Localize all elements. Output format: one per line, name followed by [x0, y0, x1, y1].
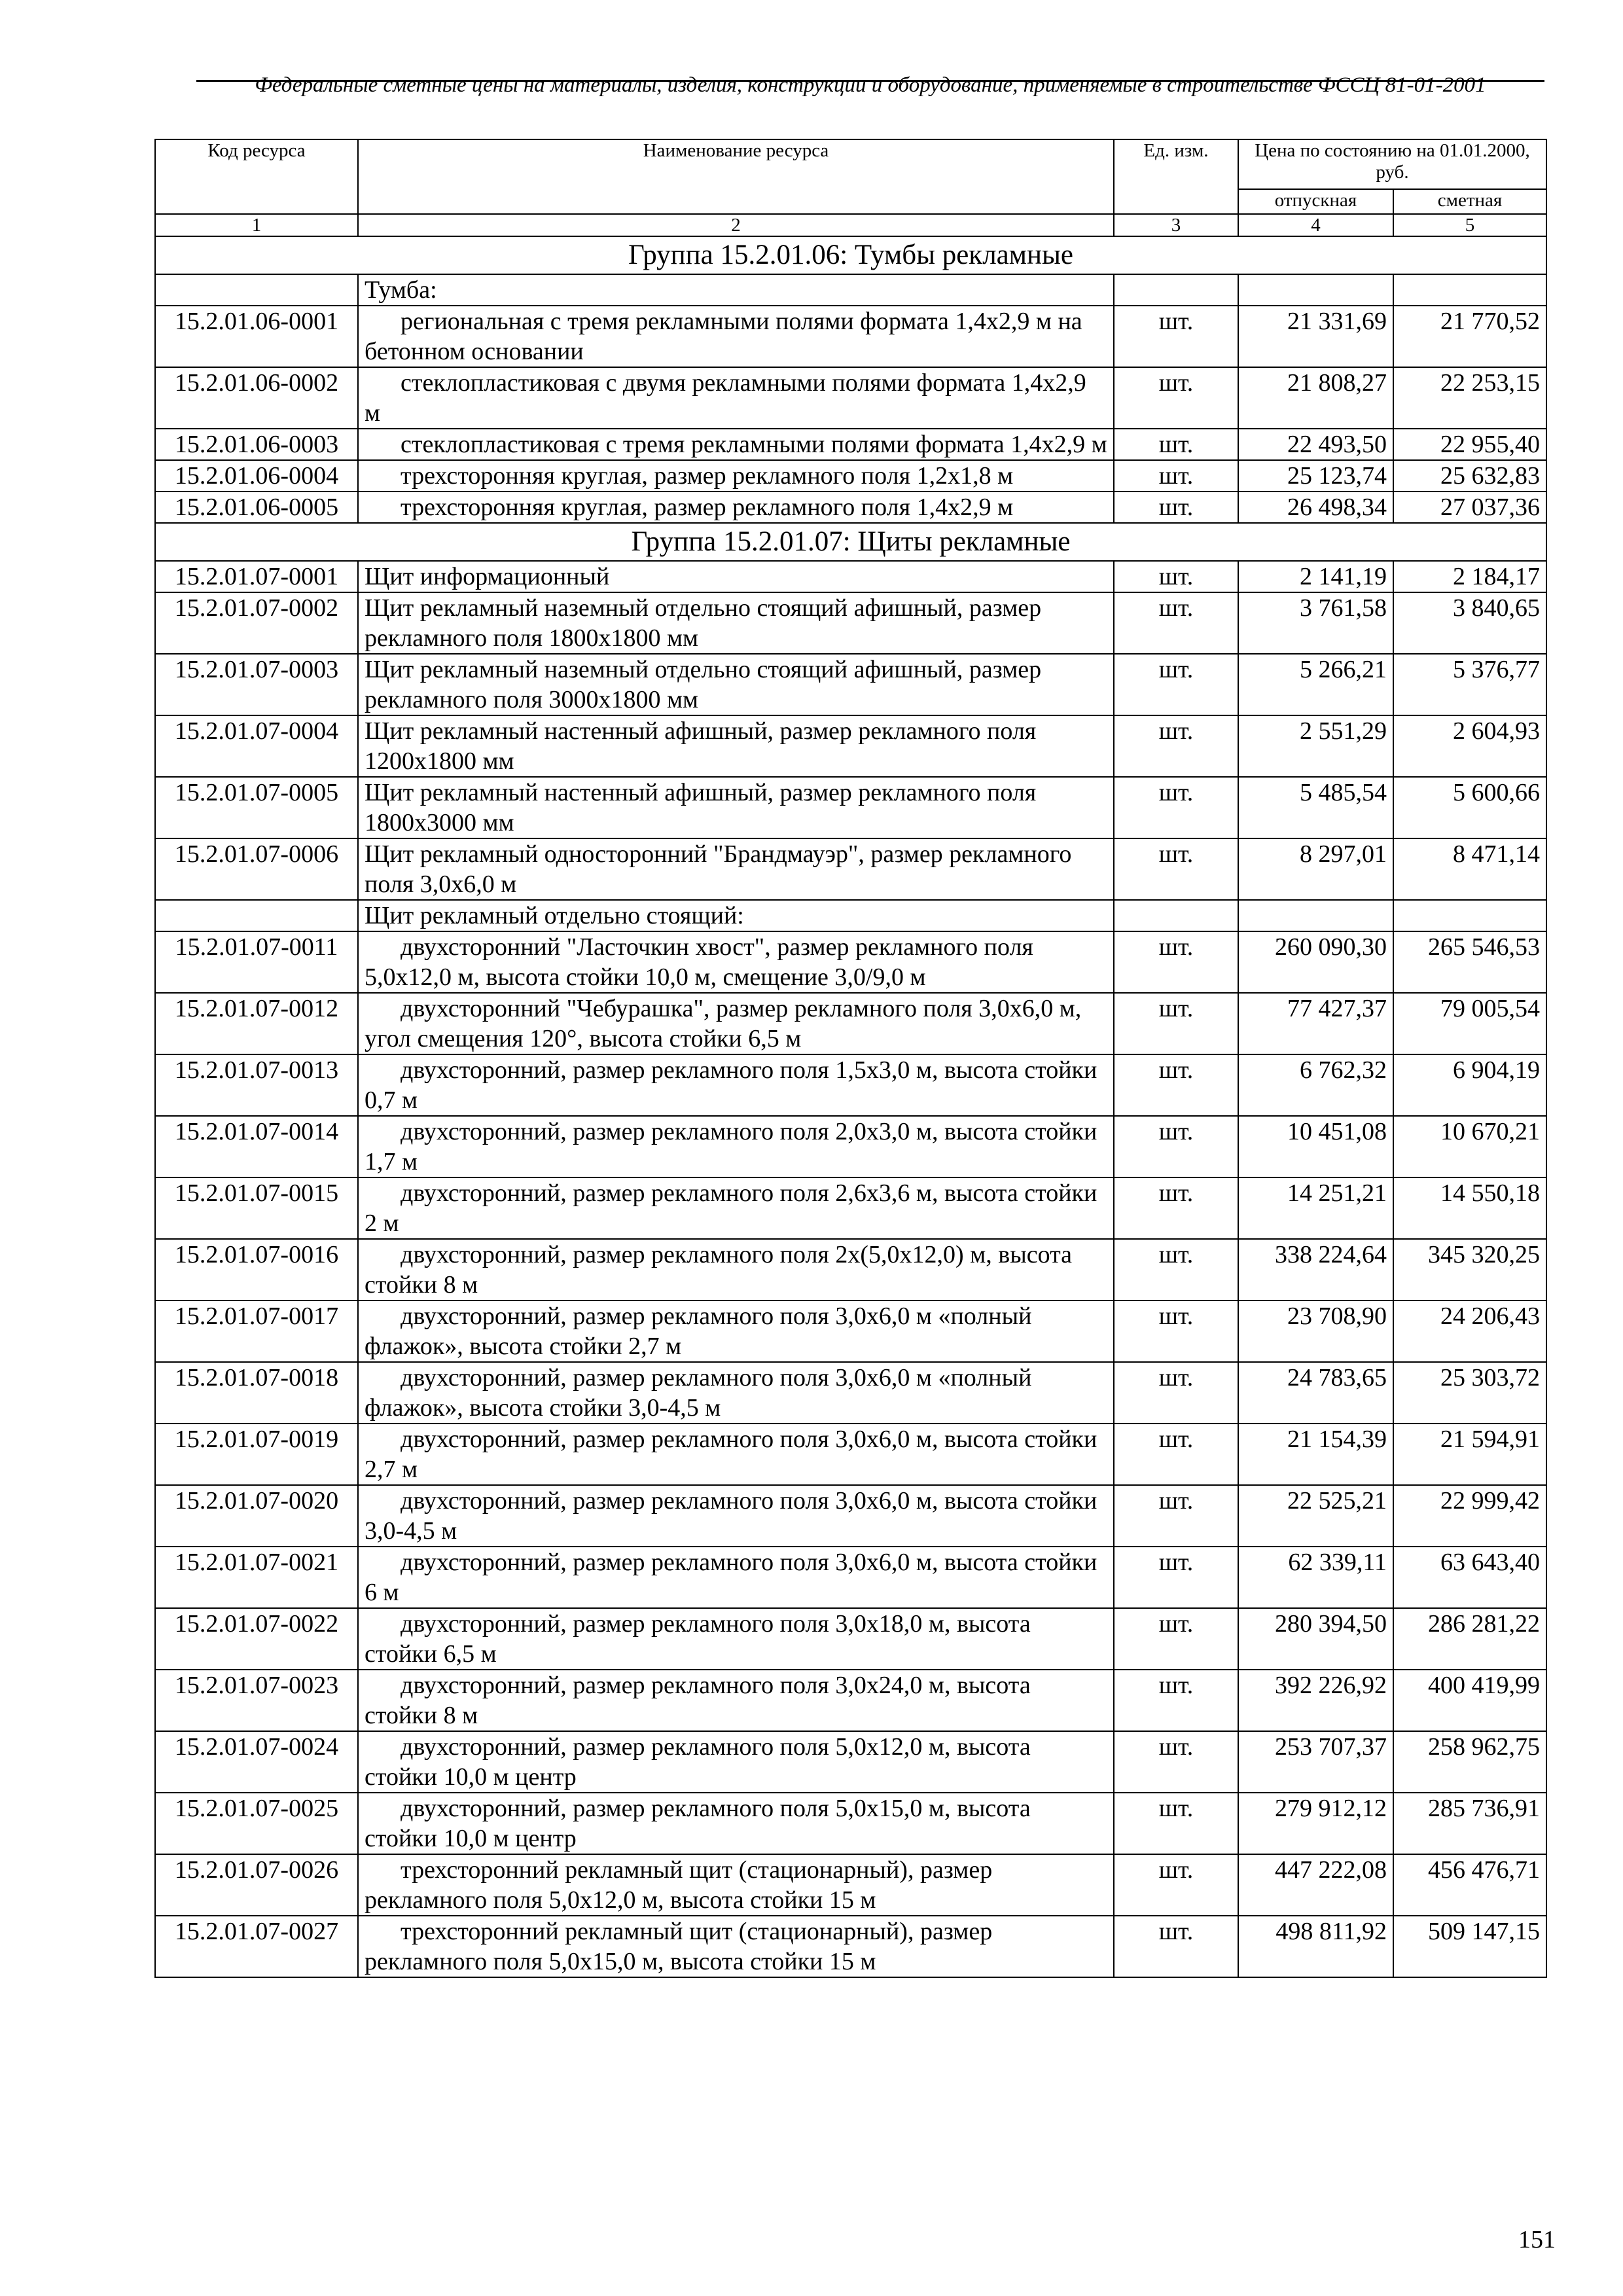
unit: шт. [1114, 1731, 1238, 1793]
unit: шт. [1114, 1547, 1238, 1608]
price-estimate: 14 550,18 [1393, 1177, 1546, 1239]
table-row [155, 1793, 1546, 1854]
price-release: 3 761,58 [1238, 592, 1393, 654]
price-release: 25 123,74 [1238, 460, 1393, 492]
unit: шт. [1114, 1670, 1238, 1731]
price-release: 2 141,19 [1238, 561, 1393, 592]
price-release: 62 339,11 [1238, 1547, 1393, 1608]
price-table [154, 139, 1547, 1978]
table-row [155, 1239, 1546, 1300]
resource-name: двухсторонний, размер рекламного поля 2,0х3,0 м, высота стойки 1,7 м [358, 1116, 1114, 1177]
header-code: Код ресурса [155, 139, 358, 214]
unit: шт. [1114, 838, 1238, 900]
unit: шт. [1114, 429, 1238, 460]
table-row [155, 654, 1546, 715]
resource-code: 15.2.01.07-0011 [155, 931, 358, 993]
empty-cell [1393, 900, 1546, 931]
price-estimate: 24 206,43 [1393, 1300, 1546, 1362]
resource-name: двухсторонний, размер рекламного поля 3,0х18,0 м, высота стойки 6,5 м [358, 1608, 1114, 1670]
price-estimate: 22 955,40 [1393, 429, 1546, 460]
price-estimate: 25 303,72 [1393, 1362, 1546, 1424]
unit: шт. [1114, 460, 1238, 492]
price-estimate: 2 184,17 [1393, 561, 1546, 592]
price-release: 8 297,01 [1238, 838, 1393, 900]
price-estimate: 22 999,42 [1393, 1485, 1546, 1547]
header-unit: Ед. изм. [1114, 139, 1238, 214]
table-row [155, 1424, 1546, 1485]
price-release: 26 498,34 [1238, 492, 1393, 523]
table-header-row [155, 139, 1546, 189]
resource-name: двухсторонний, размер рекламного поля 1,5х3,0 м, высота стойки 0,7 м [358, 1054, 1114, 1116]
empty-cell [1114, 274, 1238, 306]
subheading-row [155, 900, 1546, 931]
unit: шт. [1114, 1300, 1238, 1362]
resource-name: Щит рекламный наземный отдельно стоящий афишный, размер рекламного поля 3000х1800 мм [358, 654, 1114, 715]
resource-name: двухсторонний "Чебурашка", размер рекламного поля 3,0х6,0 м, угол смещения 120°, высота стойки 6,5 м [358, 993, 1114, 1054]
price-estimate: 258 962,75 [1393, 1731, 1546, 1793]
header-price-release: отпускная [1238, 189, 1393, 214]
price-estimate: 285 736,91 [1393, 1793, 1546, 1854]
table-row [155, 367, 1546, 429]
header-price: Цена по состоянию на 01.01.2000, руб. [1238, 139, 1546, 189]
resource-code: 15.2.01.07-0020 [155, 1485, 358, 1547]
resource-name: двухсторонний "Ласточкин хвост", размер рекламного поля 5,0х12,0 м, высота стойки 10,0 м, смещение 3,0/9,0 м [358, 931, 1114, 993]
table-row [155, 561, 1546, 592]
resource-code: 15.2.01.07-0014 [155, 1116, 358, 1177]
price-estimate: 10 670,21 [1393, 1116, 1546, 1177]
resource-code: 15.2.01.07-0018 [155, 1362, 358, 1424]
price-release: 6 762,32 [1238, 1054, 1393, 1116]
group-heading-row [155, 236, 1546, 274]
table-row [155, 1854, 1546, 1916]
resource-name: двухсторонний, размер рекламного поля 5,0х15,0 м, высота стойки 10,0 м центр [358, 1793, 1114, 1854]
resource-name: двухсторонний, размер рекламного поля 2,6х3,6 м, высота стойки 2 м [358, 1177, 1114, 1239]
table-row [155, 1670, 1546, 1731]
table-row [155, 1362, 1546, 1424]
header-price-estimate: сметная [1393, 189, 1546, 214]
price-release: 22 525,21 [1238, 1485, 1393, 1547]
resource-code: 15.2.01.07-0001 [155, 561, 358, 592]
unit: шт. [1114, 492, 1238, 523]
table-row [155, 1300, 1546, 1362]
unit: шт. [1114, 777, 1238, 838]
table-row [155, 1608, 1546, 1670]
resource-name: двухсторонний, размер рекламного поля 3,0х6,0 м «полный флажок», высота стойки 3,0-4,5 м [358, 1362, 1114, 1424]
unit: шт. [1114, 715, 1238, 777]
price-estimate: 400 419,99 [1393, 1670, 1546, 1731]
unit: шт. [1114, 1854, 1238, 1916]
price-estimate: 265 546,53 [1393, 931, 1546, 993]
price-estimate: 6 904,19 [1393, 1054, 1546, 1116]
running-header: Федеральные сметные цены на материалы, изделия, конструкции и оборудование, применяемые в строительстве ФССЦ 81-01-2001 [255, 73, 1486, 97]
price-estimate: 8 471,14 [1393, 838, 1546, 900]
price-release: 253 707,37 [1238, 1731, 1393, 1793]
empty-cell [1393, 274, 1546, 306]
empty-cell [155, 274, 358, 306]
resource-name: двухсторонний, размер рекламного поля 3,0х24,0 м, высота стойки 8 м [358, 1670, 1114, 1731]
resource-name: трехсторонний рекламный щит (стационарный), размер рекламного поля 5,0х15,0 м, высота стойки 15 м [358, 1916, 1114, 1977]
unit: шт. [1114, 1239, 1238, 1300]
resource-code: 15.2.01.06-0002 [155, 367, 358, 429]
unit: шт. [1114, 1424, 1238, 1485]
resource-code: 15.2.01.07-0024 [155, 1731, 358, 1793]
resource-name: стеклопластиковая с тремя рекламными полями формата 1,4х2,9 м [358, 429, 1114, 460]
resource-name: трехсторонняя круглая, размер рекламного поля 1,2х1,8 м [358, 460, 1114, 492]
unit: шт. [1114, 1485, 1238, 1547]
header-rule [196, 80, 1544, 82]
resource-name: Щит рекламный настенный афишный, размер рекламного поля 1800х3000 мм [358, 777, 1114, 838]
table-row [155, 306, 1546, 367]
unit: шт. [1114, 1177, 1238, 1239]
resource-code: 15.2.01.07-0013 [155, 1054, 358, 1116]
table-row [155, 429, 1546, 460]
price-release: 22 493,50 [1238, 429, 1393, 460]
empty-cell [1238, 900, 1393, 931]
price-release: 338 224,64 [1238, 1239, 1393, 1300]
price-release: 14 251,21 [1238, 1177, 1393, 1239]
resource-code: 15.2.01.07-0006 [155, 838, 358, 900]
price-release: 77 427,37 [1238, 993, 1393, 1054]
table-row [155, 1916, 1546, 1977]
price-release: 498 811,92 [1238, 1916, 1393, 1977]
resource-name: двухсторонний, размер рекламного поля 5,0х12,0 м, высота стойки 10,0 м центр [358, 1731, 1114, 1793]
unit: шт. [1114, 654, 1238, 715]
resource-code: 15.2.01.07-0012 [155, 993, 358, 1054]
price-estimate: 22 253,15 [1393, 367, 1546, 429]
table-row [155, 777, 1546, 838]
resource-name: трехсторонняя круглая, размер рекламного поля 1,4х2,9 м [358, 492, 1114, 523]
price-estimate: 21 770,52 [1393, 306, 1546, 367]
unit: шт. [1114, 306, 1238, 367]
table-row [155, 1116, 1546, 1177]
resource-name: Щит рекламный настенный афишный, размер рекламного поля 1200х1800 мм [358, 715, 1114, 777]
resource-code: 15.2.01.07-0015 [155, 1177, 358, 1239]
table-row [155, 1485, 1546, 1547]
price-release: 5 485,54 [1238, 777, 1393, 838]
group-title: Группа 15.2.01.07: Щиты рекламные [155, 523, 1546, 561]
table-row [155, 1547, 1546, 1608]
price-release: 392 226,92 [1238, 1670, 1393, 1731]
col-number: 4 [1238, 214, 1393, 236]
price-estimate: 286 281,22 [1393, 1608, 1546, 1670]
price-estimate: 3 840,65 [1393, 592, 1546, 654]
resource-code: 15.2.01.07-0002 [155, 592, 358, 654]
price-estimate: 25 632,83 [1393, 460, 1546, 492]
price-estimate: 79 005,54 [1393, 993, 1546, 1054]
resource-name: региональная с тремя рекламными полями формата 1,4х2,9 м на бетонном основании [358, 306, 1114, 367]
table-row [155, 838, 1546, 900]
subheading: Щит рекламный отдельно стоящий: [358, 900, 1114, 931]
header-name: Наименование ресурса [358, 139, 1114, 214]
table-row [155, 931, 1546, 993]
resource-code: 15.2.01.07-0019 [155, 1424, 358, 1485]
unit: шт. [1114, 1116, 1238, 1177]
price-estimate: 63 643,40 [1393, 1547, 1546, 1608]
unit: шт. [1114, 592, 1238, 654]
col-number: 3 [1114, 214, 1238, 236]
resource-name: двухсторонний, размер рекламного поля 3,0х6,0 м, высота стойки 2,7 м [358, 1424, 1114, 1485]
price-release: 23 708,90 [1238, 1300, 1393, 1362]
unit: шт. [1114, 1608, 1238, 1670]
empty-cell [1114, 900, 1238, 931]
resource-code: 15.2.01.07-0025 [155, 1793, 358, 1854]
resource-code: 15.2.01.06-0003 [155, 429, 358, 460]
unit: шт. [1114, 367, 1238, 429]
resource-name: двухсторонний, размер рекламного поля 3,0х6,0 м, высота стойки 6 м [358, 1547, 1114, 1608]
unit: шт. [1114, 993, 1238, 1054]
price-release: 279 912,12 [1238, 1793, 1393, 1854]
page-number: 151 [1518, 2226, 1556, 2253]
resource-name: стеклопластиковая с двумя рекламными полями формата 1,4х2,9 м [358, 367, 1114, 429]
price-release: 21 154,39 [1238, 1424, 1393, 1485]
resource-code: 15.2.01.07-0022 [155, 1608, 358, 1670]
resource-name: двухсторонний, размер рекламного поля 3,0х6,0 м, высота стойки 3,0-4,5 м [358, 1485, 1114, 1547]
group-title: Группа 15.2.01.06: Тумбы рекламные [155, 236, 1546, 274]
table-row [155, 592, 1546, 654]
col-number: 1 [155, 214, 358, 236]
col-number: 2 [358, 214, 1114, 236]
resource-code: 15.2.01.07-0003 [155, 654, 358, 715]
unit: шт. [1114, 1916, 1238, 1977]
unit: шт. [1114, 1793, 1238, 1854]
unit: шт. [1114, 561, 1238, 592]
empty-cell [1238, 274, 1393, 306]
resource-name: Щит рекламный наземный отдельно стоящий афишный, размер рекламного поля 1800х1800 мм [358, 592, 1114, 654]
price-release: 21 331,69 [1238, 306, 1393, 367]
price-estimate: 2 604,93 [1393, 715, 1546, 777]
price-release: 260 090,30 [1238, 931, 1393, 993]
price-release: 24 783,65 [1238, 1362, 1393, 1424]
price-estimate: 21 594,91 [1393, 1424, 1546, 1485]
table-row [155, 1731, 1546, 1793]
resource-name: Щит информационный [358, 561, 1114, 592]
resource-code: 15.2.01.06-0001 [155, 306, 358, 367]
resource-code: 15.2.01.07-0004 [155, 715, 358, 777]
resource-code: 15.2.01.07-0027 [155, 1916, 358, 1977]
resource-name: трехсторонний рекламный щит (стационарный), размер рекламного поля 5,0х12,0 м, высота стойки 15 м [358, 1854, 1114, 1916]
resource-code: 15.2.01.07-0026 [155, 1854, 358, 1916]
resource-name: двухсторонний, размер рекламного поля 2х(5,0х12,0) м, высота стойки 8 м [358, 1239, 1114, 1300]
price-estimate: 5 376,77 [1393, 654, 1546, 715]
resource-code: 15.2.01.07-0023 [155, 1670, 358, 1731]
price-release: 280 394,50 [1238, 1608, 1393, 1670]
table-row [155, 460, 1546, 492]
resource-code: 15.2.01.07-0016 [155, 1239, 358, 1300]
price-release: 10 451,08 [1238, 1116, 1393, 1177]
price-estimate: 5 600,66 [1393, 777, 1546, 838]
resource-code: 15.2.01.07-0017 [155, 1300, 358, 1362]
unit: шт. [1114, 931, 1238, 993]
unit: шт. [1114, 1054, 1238, 1116]
price-release: 21 808,27 [1238, 367, 1393, 429]
price-estimate: 27 037,36 [1393, 492, 1546, 523]
price-estimate: 456 476,71 [1393, 1854, 1546, 1916]
subheading: Тумба: [358, 274, 1114, 306]
unit: шт. [1114, 1362, 1238, 1424]
table-row [155, 993, 1546, 1054]
resource-name: двухсторонний, размер рекламного поля 3,0х6,0 м «полный флажок», высота стойки 2,7 м [358, 1300, 1114, 1362]
price-release: 5 266,21 [1238, 654, 1393, 715]
resource-code: 15.2.01.07-0005 [155, 777, 358, 838]
empty-cell [155, 900, 358, 931]
table-row [155, 1054, 1546, 1116]
price-estimate: 345 320,25 [1393, 1239, 1546, 1300]
subheading-row [155, 274, 1546, 306]
price-estimate: 509 147,15 [1393, 1916, 1546, 1977]
resource-code: 15.2.01.06-0004 [155, 460, 358, 492]
col-number: 5 [1393, 214, 1546, 236]
price-release: 2 551,29 [1238, 715, 1393, 777]
price-release: 447 222,08 [1238, 1854, 1393, 1916]
table-row [155, 715, 1546, 777]
column-numbers-row [155, 214, 1546, 236]
resource-name: Щит рекламный односторонний "Брандмауэр", размер рекламного поля 3,0х6,0 м [358, 838, 1114, 900]
resource-code: 15.2.01.06-0005 [155, 492, 358, 523]
group-heading-row [155, 523, 1546, 561]
table-row [155, 1177, 1546, 1239]
resource-code: 15.2.01.07-0021 [155, 1547, 358, 1608]
table-row [155, 492, 1546, 523]
